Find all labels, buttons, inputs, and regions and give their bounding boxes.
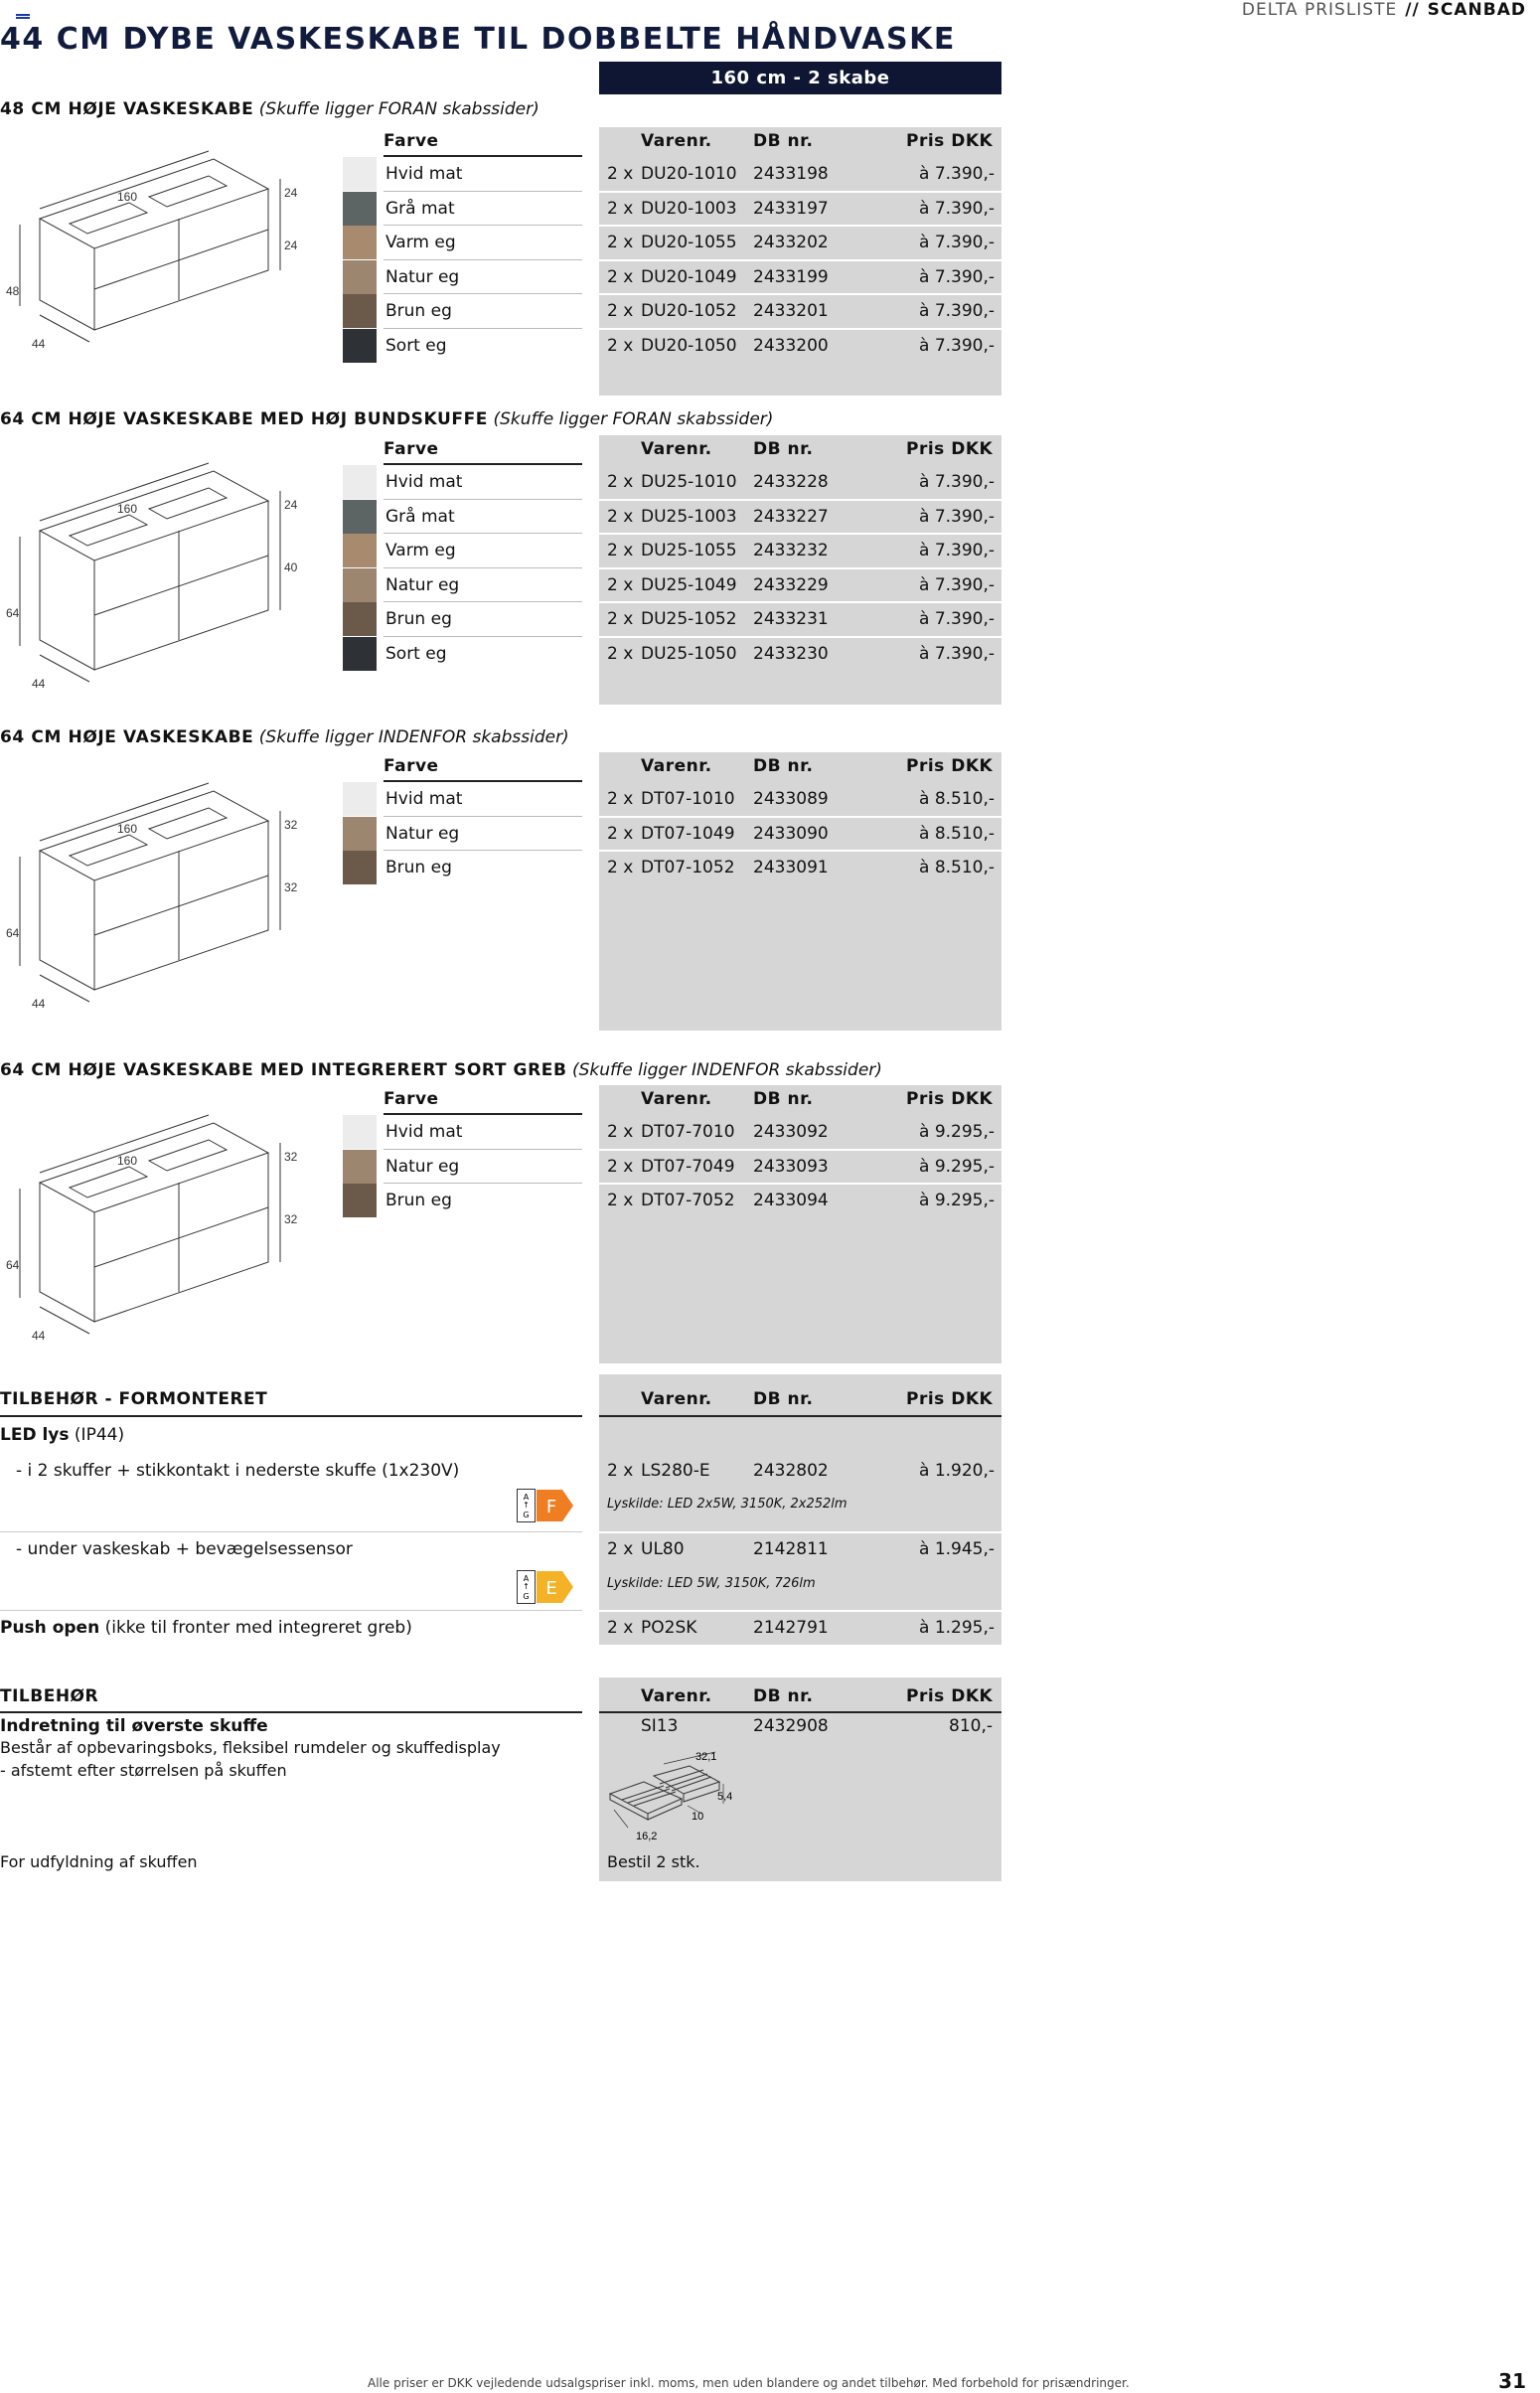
quantity: 2 x xyxy=(607,164,634,184)
divider xyxy=(384,816,582,817)
dim-label-d: 44 xyxy=(32,677,46,690)
col-db: DB nr. xyxy=(753,1686,814,1706)
divider xyxy=(599,816,1001,818)
section-title xyxy=(0,99,539,119)
divider xyxy=(0,1531,582,1532)
color-name: Sort eg xyxy=(385,644,447,664)
color-name: Grå mat xyxy=(385,506,455,527)
item-number: DT07-7010 xyxy=(641,1122,735,1142)
price: à 9.295,- xyxy=(919,1156,996,1177)
dim-label-d: 44 xyxy=(32,337,46,351)
led-item1-desc: - i 2 skuffer + stikkontakt i nederste skuffe (1x230V) xyxy=(16,1461,460,1481)
color-swatch xyxy=(343,1184,377,1217)
item-number: DU20-1010 xyxy=(641,164,737,184)
db-number: 2433198 xyxy=(753,164,829,184)
divider xyxy=(384,225,582,226)
dim-label-d: 44 xyxy=(32,997,46,1010)
col-varenr: Varenr. xyxy=(641,131,712,151)
brand-separator: // xyxy=(1405,0,1420,20)
price: à 8.510,- xyxy=(919,823,996,844)
brand-catalog: DELTA PRISLISTE xyxy=(1241,0,1398,20)
dim-label-h: 64 xyxy=(6,606,20,620)
led-item1-db: 2432802 xyxy=(753,1461,829,1481)
price: à 7.390,- xyxy=(919,198,996,219)
color-swatch xyxy=(343,602,377,636)
divider xyxy=(599,225,1001,227)
energy-scale-arrow: ↑ xyxy=(523,1501,530,1510)
accessories-preinstalled-title: TILBEHØR - FORMONTERET xyxy=(0,1389,268,1409)
price: à 7.390,- xyxy=(919,266,996,287)
divider xyxy=(384,1183,582,1184)
energy-scale-top: A xyxy=(523,1574,530,1583)
price: à 7.390,- xyxy=(919,541,996,561)
divider xyxy=(384,328,582,329)
energy-scale-bottom: G xyxy=(523,1511,530,1519)
dim-d: 16,2 xyxy=(636,1831,658,1842)
divider xyxy=(384,567,582,568)
divider xyxy=(599,1149,1001,1151)
color-name: Hvid mat xyxy=(385,789,463,809)
insert-desc2: - afstemt efter størrelsen på skuffen xyxy=(0,1761,287,1780)
divider xyxy=(384,533,582,534)
divider xyxy=(384,293,582,294)
divider xyxy=(384,259,582,260)
energy-scale-top: A xyxy=(523,1493,530,1502)
col-farve: Farve xyxy=(384,439,439,459)
db-number: 2433089 xyxy=(753,789,829,809)
item-number: DU20-1055 xyxy=(641,233,737,253)
divider xyxy=(599,636,1001,638)
dim-label-w: 160 xyxy=(117,502,138,516)
divider xyxy=(599,259,1001,261)
led-item2-qty: 2 x xyxy=(607,1539,634,1559)
led-item2-desc: - under vaskeskab + bevægelsessensor xyxy=(16,1539,353,1559)
col-varenr: Varenr. xyxy=(641,1389,712,1409)
push-open-db: 2142791 xyxy=(753,1618,829,1638)
db-number: 2433231 xyxy=(753,609,829,630)
dim-label-h: 64 xyxy=(6,926,20,940)
led-item1-price: à 1.920,- xyxy=(919,1461,996,1481)
quantity: 2 x xyxy=(607,789,634,809)
price: à 7.390,- xyxy=(919,574,996,595)
price: à 7.390,- xyxy=(919,644,996,664)
color-swatch xyxy=(343,226,377,259)
led-item2-varenr: UL80 xyxy=(641,1539,685,1559)
divider xyxy=(599,1183,1001,1185)
quantity: 2 x xyxy=(607,541,634,561)
color-swatch xyxy=(343,1150,377,1184)
insert-price: 810,- xyxy=(949,1716,993,1736)
cabinet-drawing xyxy=(0,139,318,378)
dim-label-a: 32 xyxy=(284,818,298,832)
dim-label-h: 48 xyxy=(6,284,20,298)
divider xyxy=(384,850,582,851)
col-pris: Pris DKK xyxy=(906,1686,994,1706)
page-number: 31 xyxy=(1498,2369,1526,2393)
push-open-title: Push open xyxy=(0,1618,100,1638)
color-name: Hvid mat xyxy=(385,472,463,492)
db-number: 2433199 xyxy=(753,266,829,287)
db-number: 2433094 xyxy=(753,1191,829,1211)
quantity: 2 x xyxy=(607,858,634,878)
col-varenr: Varenr. xyxy=(641,1089,712,1109)
color-name: Natur eg xyxy=(385,574,460,595)
divider xyxy=(599,1711,1001,1713)
quantity: 2 x xyxy=(607,198,634,219)
color-swatch xyxy=(343,1115,377,1149)
color-swatch xyxy=(343,157,377,191)
col-pris: Pris DKK xyxy=(906,1389,994,1409)
dim-label-b: 40 xyxy=(284,560,298,574)
brand-name: SCANBAD xyxy=(1427,0,1526,20)
dim-label-w: 160 xyxy=(117,1154,138,1168)
section-title xyxy=(0,409,773,429)
item-number: DT07-1049 xyxy=(641,823,735,844)
energy-class-f: F xyxy=(545,1497,557,1517)
quantity: 2 x xyxy=(607,823,634,844)
fill-note: Bestil 2 stk. xyxy=(607,1852,700,1871)
dim-label-h: 64 xyxy=(6,1258,20,1272)
item-number: DT07-1010 xyxy=(641,789,735,809)
quantity: 2 x xyxy=(607,336,634,356)
led-item2-note: Lyskilde: LED 5W, 3150K, 726lm xyxy=(607,1576,816,1591)
section-title-main: 48 CM HØJE VASKESKABE xyxy=(0,99,254,119)
price: à 8.510,- xyxy=(919,789,996,809)
section-title-note: (Skuffe ligger INDENFOR skabssider) xyxy=(571,1060,882,1080)
color-swatch xyxy=(343,329,377,363)
color-name: Sort eg xyxy=(385,336,447,356)
item-number: DU25-1049 xyxy=(641,574,737,595)
col-pris: Pris DKK xyxy=(906,131,994,151)
energy-scale-arrow: ↑ xyxy=(523,1582,530,1591)
db-number: 2433093 xyxy=(753,1156,829,1177)
divider xyxy=(384,1149,582,1150)
price: à 9.295,- xyxy=(919,1191,996,1211)
divider xyxy=(384,463,582,465)
quantity: 2 x xyxy=(607,266,634,287)
section-title xyxy=(0,1060,882,1080)
col-pris: Pris DKK xyxy=(906,1089,994,1109)
col-varenr: Varenr. xyxy=(641,1686,712,1706)
led-item1-note: Lyskilde: LED 2x5W, 3150K, 2x252lm xyxy=(607,1497,847,1512)
divider xyxy=(599,567,1001,569)
color-name: Natur eg xyxy=(385,823,460,844)
dim-label-b: 32 xyxy=(284,1212,298,1226)
divider xyxy=(599,293,1001,295)
divider xyxy=(384,1113,582,1115)
color-name: Brun eg xyxy=(385,609,452,630)
quantity: 2 x xyxy=(607,609,634,630)
price: à 7.390,- xyxy=(919,609,996,630)
cabinet-drawing xyxy=(0,1103,318,1342)
col-pris: Pris DKK xyxy=(906,439,994,459)
item-number: DU25-1010 xyxy=(641,472,737,492)
size-banner: 160 cm - 2 skabe xyxy=(599,62,1001,94)
divider xyxy=(599,1415,1001,1417)
color-name: Brun eg xyxy=(385,1191,452,1211)
cabinet-drawing xyxy=(0,451,318,690)
led-heading xyxy=(0,1425,124,1445)
db-number: 2433229 xyxy=(753,574,829,595)
divider xyxy=(599,850,1001,852)
quantity: 2 x xyxy=(607,1191,634,1211)
divider xyxy=(599,191,1001,193)
db-number: 2433232 xyxy=(753,541,829,561)
push-open-qty: 2 x xyxy=(607,1618,634,1638)
push-open-price: à 1.295,- xyxy=(919,1618,996,1638)
dim-label-a: 32 xyxy=(284,1150,298,1164)
section-title xyxy=(0,727,569,747)
led-item2-price: à 1.945,- xyxy=(919,1539,996,1559)
db-number: 2433201 xyxy=(753,301,829,322)
col-varenr: Varenr. xyxy=(641,439,712,459)
color-name: Varm eg xyxy=(385,541,456,561)
db-number: 2433230 xyxy=(753,644,829,664)
db-number: 2433197 xyxy=(753,198,829,219)
section-title-note: (Skuffe ligger INDENFOR skabssider) xyxy=(258,727,569,747)
section-title-note: (Skuffe ligger FORAN skabssider) xyxy=(258,99,539,119)
col-db: DB nr. xyxy=(753,439,814,459)
drawer-insert-drawing xyxy=(604,1744,753,1843)
col-farve: Farve xyxy=(384,756,439,776)
color-swatch xyxy=(343,294,377,328)
col-db: DB nr. xyxy=(753,756,814,776)
dim-label-b: 32 xyxy=(284,880,298,894)
divider xyxy=(384,780,582,782)
color-name: Hvid mat xyxy=(385,1122,463,1142)
item-number: DT07-7049 xyxy=(641,1156,735,1177)
color-swatch xyxy=(343,817,377,851)
divider xyxy=(384,636,582,637)
item-number: DU20-1050 xyxy=(641,336,737,356)
col-db: DB nr. xyxy=(753,131,814,151)
color-name: Natur eg xyxy=(385,1156,460,1177)
push-open-varenr: PO2SK xyxy=(641,1618,697,1638)
energy-label-icon xyxy=(517,1489,574,1522)
col-db: DB nr. xyxy=(753,1389,814,1409)
item-number: DU20-1003 xyxy=(641,198,737,219)
price: à 7.390,- xyxy=(919,301,996,322)
footer-note: Alle priser er DKK vejledende udsalgspriser inkl. moms, men uden blandere og andet tilbehør. Med forbehold for prisændringer. xyxy=(368,2376,1130,2390)
divider xyxy=(599,601,1001,603)
dim-b: 5,4 xyxy=(717,1791,733,1803)
quantity: 2 x xyxy=(607,1156,634,1177)
flag-icon xyxy=(16,14,30,22)
color-name: Grå mat xyxy=(385,198,455,219)
item-number: DU25-1055 xyxy=(641,541,737,561)
dim-label-d: 44 xyxy=(32,1329,46,1342)
color-swatch xyxy=(343,465,377,499)
cabinet-drawing xyxy=(0,771,318,1010)
divider xyxy=(384,601,582,602)
section-title-main: 64 CM HØJE VASKESKABE MED HØJ BUNDSKUFFE xyxy=(0,409,489,429)
insert-title: Indretning til øverste skuffe xyxy=(0,1716,268,1736)
dim-label-a: 24 xyxy=(284,498,298,512)
led-ip: (IP44) xyxy=(74,1425,125,1445)
db-number: 2433200 xyxy=(753,336,829,356)
led-item1-varenr: LS280-E xyxy=(641,1461,710,1481)
col-db: DB nr. xyxy=(753,1089,814,1109)
fill-label: For udfyldning af skuffen xyxy=(0,1852,198,1871)
db-number: 2433227 xyxy=(753,506,829,527)
item-number: DU20-1052 xyxy=(641,301,737,322)
db-number: 2433202 xyxy=(753,233,829,253)
quantity: 2 x xyxy=(607,644,634,664)
quantity: 2 x xyxy=(607,506,634,527)
insert-desc1: Består af opbevaringsboks, fleksibel rumdeler og skuffedisplay xyxy=(0,1738,501,1757)
col-varenr: Varenr. xyxy=(641,756,712,776)
page-title: 44 CM DYBE VASKESKABE TIL DOBBELTE HÅNDVASKE xyxy=(0,22,956,57)
db-number: 2433091 xyxy=(753,858,829,878)
divider xyxy=(599,533,1001,535)
quantity: 2 x xyxy=(607,301,634,322)
divider xyxy=(0,1711,582,1713)
divider xyxy=(0,1610,582,1611)
item-number: DT07-1052 xyxy=(641,858,735,878)
col-farve: Farve xyxy=(384,131,439,151)
color-swatch xyxy=(343,534,377,567)
divider xyxy=(599,1610,1001,1612)
section-title-main: 64 CM HØJE VASKESKABE MED INTEGRERERT SORT GREB xyxy=(0,1060,567,1080)
col-farve: Farve xyxy=(384,1089,439,1109)
color-swatch xyxy=(343,637,377,671)
color-swatch xyxy=(343,192,377,226)
energy-label-icon xyxy=(517,1570,574,1604)
insert-varenr: SI13 xyxy=(641,1716,679,1736)
price: à 9.295,- xyxy=(919,1122,996,1142)
color-name: Hvid mat xyxy=(385,164,463,184)
push-open-line xyxy=(0,1618,412,1638)
push-open-desc: (ikke til fronter med integreret greb) xyxy=(104,1618,412,1638)
divider xyxy=(599,328,1001,330)
quantity: 2 x xyxy=(607,472,634,492)
divider xyxy=(599,1531,1001,1533)
divider xyxy=(384,499,582,500)
price: à 7.390,- xyxy=(919,164,996,184)
db-number: 2433092 xyxy=(753,1122,829,1142)
dim-label-w: 160 xyxy=(117,190,138,204)
dim-a: 32,1 xyxy=(695,1751,717,1763)
dim-c: 10 xyxy=(692,1811,704,1823)
color-swatch xyxy=(343,851,377,884)
color-swatch xyxy=(343,500,377,534)
item-number: DU20-1049 xyxy=(641,266,737,287)
price: à 7.390,- xyxy=(919,233,996,253)
color-swatch xyxy=(343,568,377,602)
dim-label-a: 24 xyxy=(284,186,298,200)
item-number: DU25-1003 xyxy=(641,506,737,527)
section-title-note: (Skuffe ligger FORAN skabssider) xyxy=(493,409,774,429)
price: à 8.510,- xyxy=(919,858,996,878)
divider xyxy=(599,499,1001,501)
section-title-main: 64 CM HØJE VASKESKABE xyxy=(0,727,254,747)
db-number: 2433090 xyxy=(753,823,829,844)
accessories-title: TILBEHØR xyxy=(0,1686,99,1706)
item-number: DU25-1050 xyxy=(641,644,737,664)
price: à 7.390,- xyxy=(919,506,996,527)
led-item2-db: 2142811 xyxy=(753,1539,829,1559)
color-name: Brun eg xyxy=(385,858,452,878)
color-name: Varm eg xyxy=(385,233,456,253)
color-name: Natur eg xyxy=(385,266,460,287)
item-number: DT07-7052 xyxy=(641,1191,735,1211)
dim-label-b: 24 xyxy=(284,239,298,252)
quantity: 2 x xyxy=(607,1122,634,1142)
item-number: DU25-1052 xyxy=(641,609,737,630)
color-swatch xyxy=(343,782,377,816)
led-item1-qty: 2 x xyxy=(607,1461,634,1481)
color-swatch xyxy=(343,260,377,294)
quantity: 2 x xyxy=(607,574,634,595)
color-name: Brun eg xyxy=(385,301,452,322)
db-number: 2433228 xyxy=(753,472,829,492)
divider xyxy=(384,155,582,157)
dim-label-w: 160 xyxy=(117,822,138,836)
price: à 7.390,- xyxy=(919,472,996,492)
insert-db: 2432908 xyxy=(753,1716,829,1736)
brand-header xyxy=(1242,0,1526,20)
col-pris: Pris DKK xyxy=(906,756,994,776)
divider xyxy=(384,191,582,192)
quantity: 2 x xyxy=(607,233,634,253)
price: à 7.390,- xyxy=(919,336,996,356)
energy-class-e: E xyxy=(545,1578,557,1599)
energy-scale-bottom: G xyxy=(523,1592,530,1601)
divider xyxy=(0,1415,582,1417)
led-title: LED lys xyxy=(0,1425,70,1445)
